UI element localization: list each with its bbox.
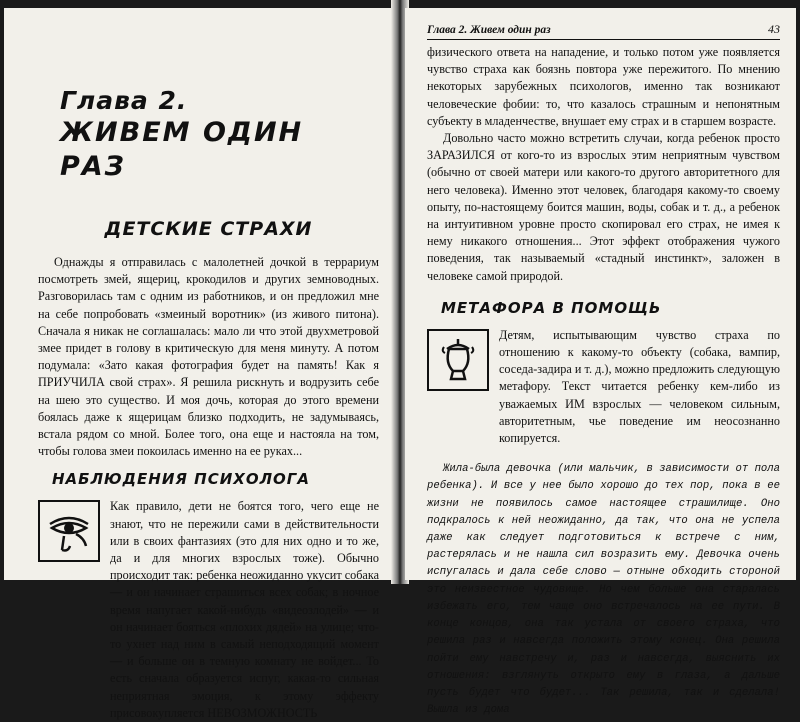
paragraph: Как правило, дети не боятся того, чего еще не знают, что не пережили сами в действительности или в своих фантазиях (это для них одно и то же, да и для многих взрослых тоже). Обычно происходит так: ребенка неожиданно укусит собака — и он начинает страшиться всех собак; в ночное время напугает какой-нибудь «видеозлодей» — и он начинает бояться «плохих дядей» на улице; что-то ухнет над ним в самый неподходящий момент — и больше он в темную комнату не войдет... То есть сначала образуется испуг, какая-то сильная неприятная эмоция, к этому эффекту присовокупляется НЕВОЗМОЖНОСТЬ bbox=[110, 499, 379, 720]
section-title-psychologist-notes: НАБЛЮДЕНИЯ ПСИХОЛОГА bbox=[52, 470, 310, 489]
running-head-title: Глава 2. Живем один раз bbox=[427, 24, 551, 36]
paragraph: Довольно часто можно встретить случаи, когда ребенок просто ЗАРАЗИЛСЯ от кого-то из взрослых этим неприятным чувством (обычно от своей матери или какого-то другого авторитетного для него человека). Именно этот человек, благодаря какому-то своему опыту, по-настоящему боится машин, воды, собак и т. д., а ребенок на интуитивном уровне просто скопировал его страх, не имея к нему никакого отношения... Этот эффект отображения чужого поведения, так называемый «стадный инстинкт», заложен в человеке самой природой. bbox=[427, 131, 780, 283]
paragraph: Однажды я отправилась с малолетней дочкой в террариум посмотреть змей, ящериц, крокодилов и других земноводных. Разговорилась там с одним из работников, и он предложил мне на себе попробовать «змеиный воротник» (из живого питона). Сначала я никак не соглашалась: мало ли что этой двухметровой змее придет в голову в критическую для меня минуту. А потом подумала: «Зато какая фотография будет на память! Как я ПРИУЧИЛА свой страх». Я решила рискнуть и водрузить себе на шею это существо. И моя дочь, которая до этого времени боялась даже к ящерицам близко подходить, не задумываясь, встала рядом со мной. Более того, она еще и настояла на том, чтобы голова змеи покоилась именно на ее руках... bbox=[38, 255, 379, 459]
page-number: 43 bbox=[768, 22, 780, 36]
metaphor-block bbox=[427, 327, 780, 447]
paragraph: Детям, испытывающим чувство страха по отношению к какому-то объекту (собака, вампир, соседа-задира и т. д.), можно предложить следующую метафору. Текст читается ребенку кем-либо из уважаемых ИМ взрослых — человеком сильным, авторитетным, чье поведение им неосознанно копируется. bbox=[499, 327, 780, 446]
eye-of-horus-icon bbox=[38, 500, 100, 562]
psychologist-notes-block bbox=[38, 498, 379, 722]
story-paragraph: Жила-была девочка (или мальчик, в зависимости от пола ребенка). И все у нее было хорошо до тех пор, пока в ее жизни не появилось самое настоящее страшилище. Оно подкралось к ней неожиданно, да так, что она не успела даже как следует подготовиться к встрече с ним, растерялась и не нашла сил возразить ему. Девочка очень испугалась и дала себе слово — отныне обходить стороной это неизвестное чудовище. Но чем больше она старалась избежать его, тем чаще оно встречалось на ее пути. В конце концов, она так устала от своего страха, что решила раз и навсегда положить этому конец. Она решила пойти ему навстречу и, раз и навсегда, выяснить их отношения: взглянуть открыто ему в глаза, а дальше пусть будет что будет... Так решила, так и сделала! Вышла из дома bbox=[427, 463, 780, 717]
chapter-title: ЖИВЕМ ОДИН РАЗ bbox=[60, 117, 304, 182]
left-page bbox=[4, 8, 395, 720]
chapter-label: Глава 2. bbox=[60, 86, 188, 115]
section-title-metaphor: МЕТАФОРА В ПОМОЩЬ bbox=[441, 298, 662, 317]
oriental-lamp-icon bbox=[427, 329, 489, 391]
paragraph: физического ответа на нападение, и только потом уже появляется чувство страха как боязнь повтора уже пережитого. По мнению некоторых зарубежных психологов, именно так возникают человеческие фобии: то, что казалось страшным и непонятным субъекту в младенчестве, внушает ему страх и в старшем возрасте. bbox=[427, 45, 780, 128]
running-head bbox=[427, 22, 780, 40]
story-block bbox=[427, 461, 780, 719]
right-page bbox=[405, 8, 796, 717]
section-title-childhood-fears: ДЕТСКИЕ СТРАХИ bbox=[104, 218, 313, 240]
